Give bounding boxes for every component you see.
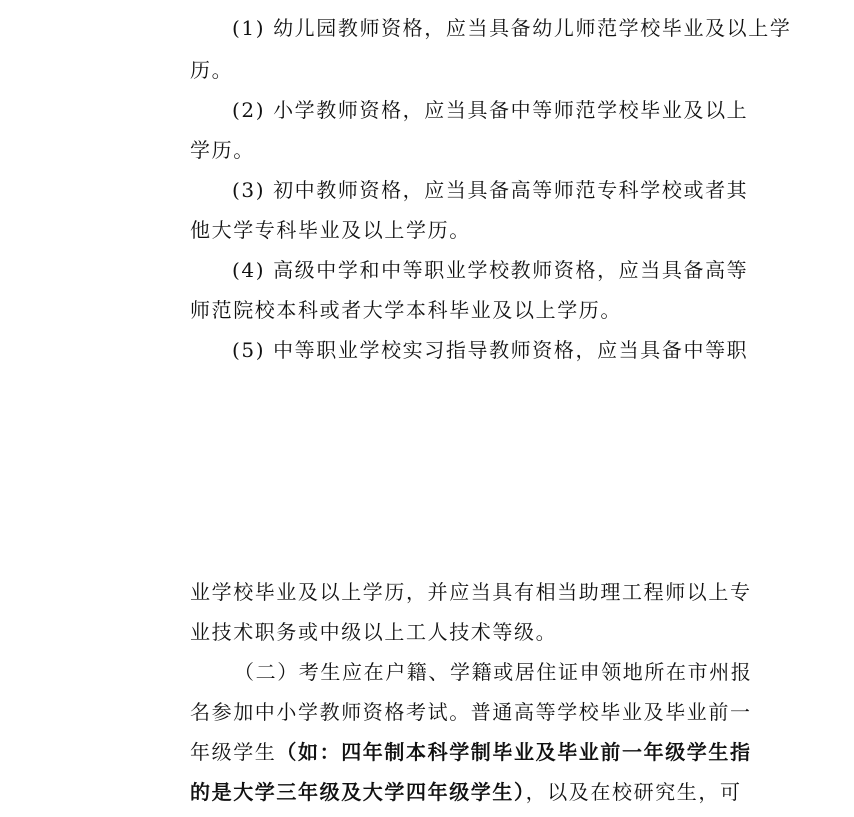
paragraph-1-line-2: 历。 bbox=[190, 58, 234, 82]
paragraph-6-line-4-normal: ，以及在校研究生，可 bbox=[525, 780, 742, 804]
paragraph-6-line-3-bold: （如：四年制本科学制毕业及毕业前一年级学生指 bbox=[276, 740, 752, 764]
paragraph-2-line-1: (2) 小学教师资格，应当具备中等师范学校毕业及以上 bbox=[232, 98, 749, 122]
paragraph-4-line-1: (4) 高级中学和中等职业学校教师资格，应当具备高等 bbox=[232, 258, 749, 282]
paragraph-6-line-2: 名参加中小学教师资格考试。普通高等学校毕业及毕业前一 bbox=[190, 700, 752, 724]
paragraph-5-line-3: 业技术职务或中级以上工人技术等级。 bbox=[190, 620, 558, 644]
paragraph-2-line-2: 学历。 bbox=[190, 138, 255, 162]
paragraph-6-line-4-bold: 的是大学三年级及大学四年级学生） bbox=[190, 780, 526, 804]
paragraph-5-line-2: 业学校毕业及以上学历，并应当具有相当助理工程师以上专 bbox=[190, 580, 752, 604]
paragraph-4-line-2: 师范院校本科或者大学本科毕业及以上学历。 bbox=[190, 298, 622, 322]
paragraph-5-line-1: (5) 中等职业学校实习指导教师资格，应当具备中等职 bbox=[232, 338, 749, 362]
paragraph-6-line-4 bbox=[190, 778, 742, 806]
paragraph-3-line-1: (3) 初中教师资格，应当具备高等师范专科学校或者其 bbox=[232, 178, 749, 202]
paragraph-1-line-1: (1) 幼儿园教师资格，应当具备幼儿师范学校毕业及以上学 bbox=[232, 16, 792, 40]
paragraph-6-line-3-normal: 年级学生 bbox=[190, 740, 277, 764]
paragraph-3-line-2: 他大学专科毕业及以上学历。 bbox=[190, 218, 471, 242]
paragraph-6-line-1: （二）考生应在户籍、学籍或居住证申领地所在市州报 bbox=[234, 660, 753, 684]
paragraph-6-line-3 bbox=[190, 738, 752, 766]
